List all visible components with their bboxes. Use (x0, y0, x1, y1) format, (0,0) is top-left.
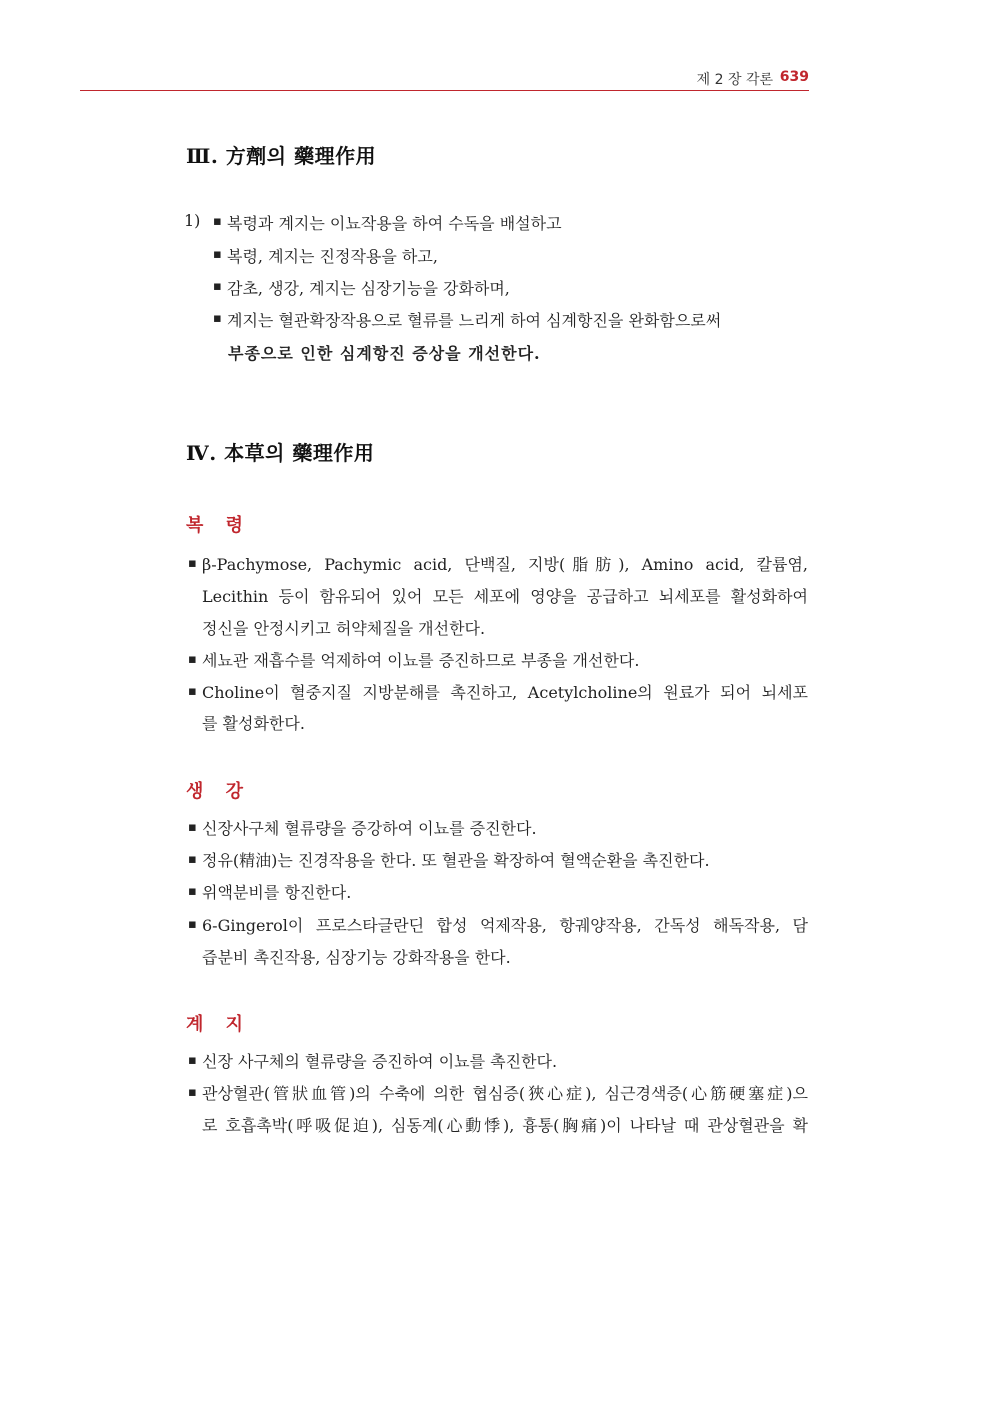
bullet-marker: ▪ (188, 684, 197, 699)
running-title: 제 2 장 각론 (696, 72, 773, 88)
page-header (80, 64, 809, 91)
list-item-continuation: 를 활성화한다. (202, 714, 305, 733)
herb-heading: 복 령 (186, 515, 252, 536)
bullet-marker: ▪ (188, 820, 197, 835)
list-item: 감초, 생강, 계지는 심장기능을 강화하며, (227, 279, 510, 298)
bullet-marker: ▪ (188, 884, 197, 899)
list-item: Choline이 혈중지질 지방분해를 촉진하고, Acetylcholine의 원료가 되어 뇌세포 (202, 683, 808, 702)
herb-heading: 계 지 (186, 1014, 252, 1035)
list-item: 신장 사구체의 혈류량을 증진하여 이뇨를 촉진한다. (202, 1052, 558, 1071)
bullet-marker: ▪ (188, 1053, 197, 1068)
bullet-marker: ▪ (213, 279, 222, 294)
item-number: 1) (184, 211, 201, 230)
list-item: 정유(精油)는 진경작용을 한다. 또 혈관을 확장하여 혈액순환을 촉진한다. (202, 851, 710, 870)
list-item: 관상혈관(管狀血管)의 수축에 의한 협심증(狹心症), 심근경색증(心筋硬塞症)으 (202, 1084, 808, 1103)
bullet-marker: ▪ (188, 917, 197, 932)
bullet-marker: ▪ (213, 247, 222, 262)
list-item: 세뇨관 재흡수를 억제하여 이뇨를 증진하므로 부종을 개선한다. (202, 651, 640, 670)
list-item: 신장사구체 혈류량을 증강하여 이뇨를 증진한다. (202, 819, 537, 838)
section-title: Ⅲ. 方劑의 藥理作用 (186, 144, 377, 168)
bullet-marker: ▪ (188, 852, 197, 867)
list-item: 계지는 혈관확장작용으로 혈류를 느리게 하여 심계항진을 완화함으로써 (227, 311, 722, 330)
list-item-continuation: 부종으로 인한 심계항진 증상을 개선한다. (228, 344, 541, 363)
list-item: 6-Gingerol이 프로스타글란딘 합성 억제작용, 항궤양작용, 간독성 해독작용, 담 (202, 916, 808, 935)
bullet-marker: ▪ (188, 1085, 197, 1100)
bullet-marker: ▪ (188, 556, 197, 571)
list-item-continuation: 로 호흡촉박(呼吸促迫), 심동계(心動悸), 흉통(胸痛)이 나타날 때 관상혈관을 확 (202, 1116, 808, 1135)
list-item: 복령과 계지는 이뇨작용을 하여 수독을 배설하고 (227, 214, 562, 233)
bullet-marker: ▪ (213, 214, 222, 229)
list-item: 위액분비를 항진한다. (202, 883, 352, 902)
herb-heading: 생 강 (186, 781, 252, 802)
list-item-continuation: 정신을 안정시키고 허약체질을 개선한다. (202, 619, 486, 638)
section-title: Ⅳ. 本草의 藥理作用 (186, 441, 375, 465)
list-item-continuation: Lecithin 등이 함유되어 있어 모든 세포에 영양을 공급하고 뇌세포를 활성화하여 (202, 587, 808, 606)
bullet-marker: ▪ (213, 311, 222, 326)
list-item: 복령, 계지는 진정작용을 하고, (227, 247, 438, 266)
bullet-marker: ▪ (188, 652, 197, 667)
list-item: β-Pachymose, Pachymic acid, 단백질, 지방(脂肪), Amino acid, 칼륨염, (202, 555, 808, 574)
page-number: 639 (779, 69, 809, 85)
list-item-continuation: 즙분비 촉진작용, 심장기능 강화작용을 한다. (202, 948, 511, 967)
